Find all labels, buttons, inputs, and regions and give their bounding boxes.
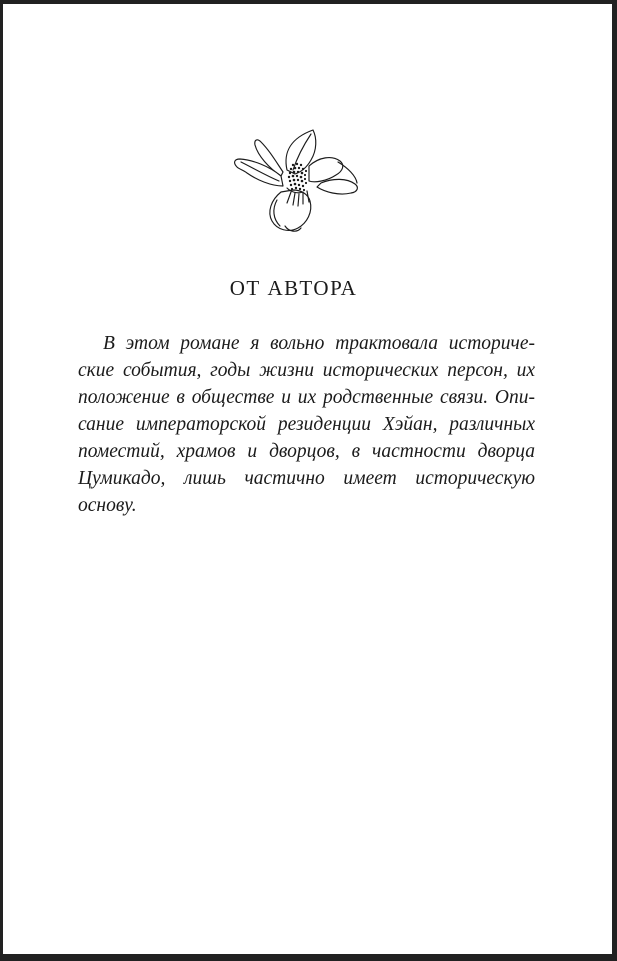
paragraph-line: Цумикадо, лишь частично имеет историческую (78, 468, 535, 489)
chapter-heading: ОТ АВТОРА (229, 276, 358, 300)
paragraph-line: поместий, храмов и дворцов, в частности дворца (78, 441, 535, 462)
author-note-paragraph (78, 330, 535, 519)
paragraph-line: ские события, годы жизни исторических персон, их (78, 360, 535, 381)
paragraph-line: сание императорской резиденции Хэйан, различных (78, 414, 535, 435)
paragraph-line: основу. (78, 495, 137, 516)
magnolia-flower-illustration (225, 108, 370, 243)
paragraph-line: В этом романе я вольно трактовала историче- (103, 333, 535, 354)
paragraph-line: положение в обществе и их родственные связи. Опи- (78, 387, 535, 408)
book-page (3, 4, 612, 954)
